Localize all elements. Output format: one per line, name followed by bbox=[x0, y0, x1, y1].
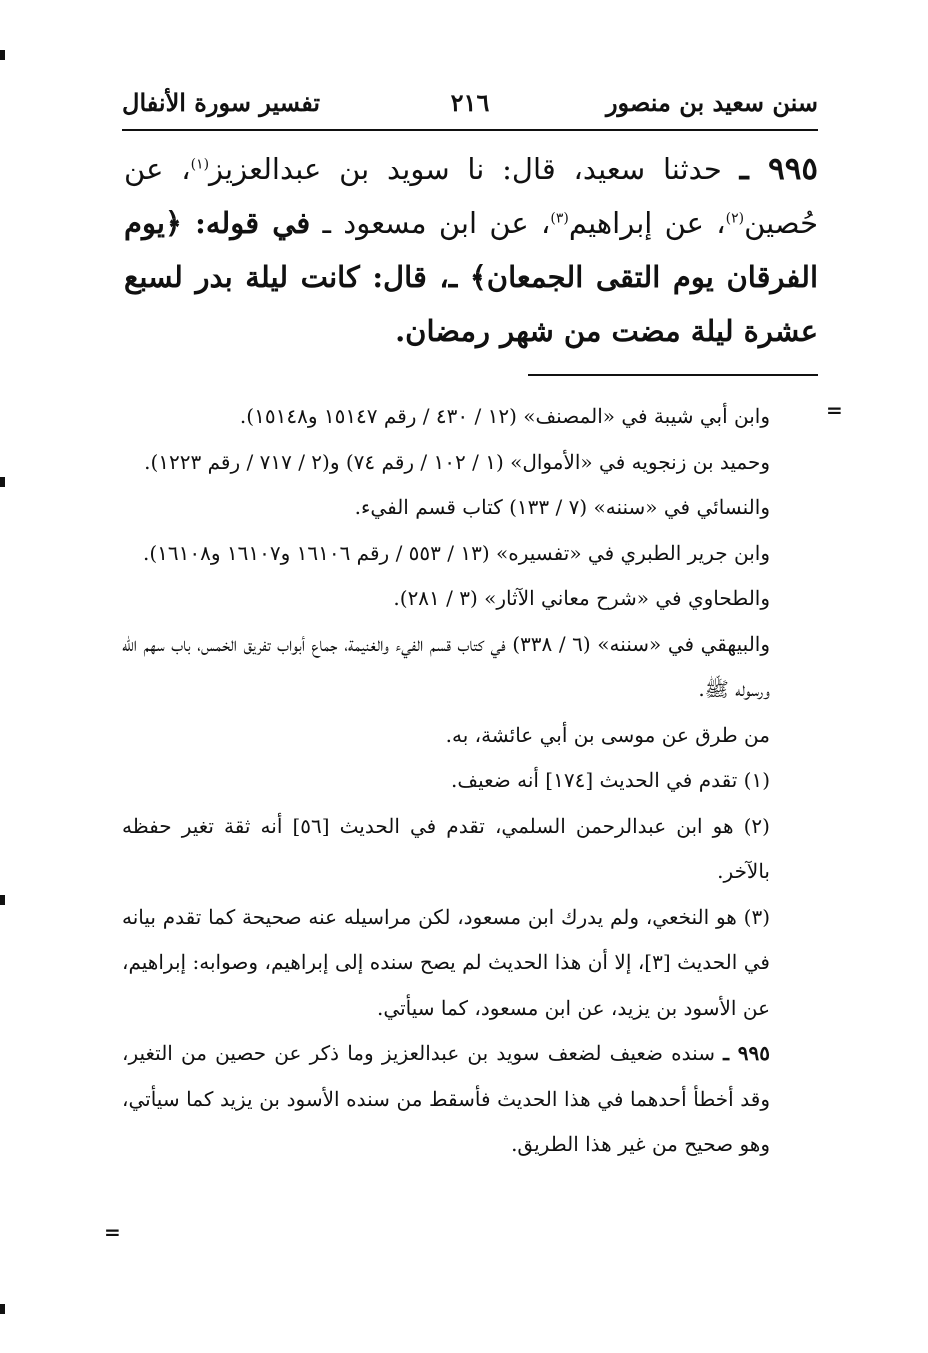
hadith-text-part: ، عن ابن مسعود ـ bbox=[310, 206, 551, 240]
footnote-ref: (٢) bbox=[725, 210, 745, 227]
footnote-line: (٣) هو النخعي، ولم يدرك ابن مسعود، لكن مراسيله عنه صحيحة كما تقدم بيانه في الحديث [٣]، إلا أن هذا الحديث لم يصح سنده إلى إبراهيم، وصوابه: إبراهيم، عن الأسود بن يزيد، عن ابن مسعود، كما سيأتي. bbox=[122, 904, 770, 1020]
scan-mark bbox=[0, 477, 5, 487]
grading-note bbox=[122, 1031, 818, 1168]
footnote-line: وابن جرير الطبري في «تفسيره» (١٣ / ٥٥٣ / رقم ١٦١٠٦ و١٦١٠٧ و١٦١٠٨). bbox=[142, 540, 770, 565]
hadith-text-bold: في قوله: ﴿يوم الفرقان يوم التقى الجمعان﴾ ـ، قال: كانت ليلة بدر لسبع عشرة ليلة مضت من شهر رمضان. bbox=[124, 206, 818, 348]
footnotes bbox=[122, 394, 818, 1168]
section-title: تفسير سورة الأنفال bbox=[122, 88, 321, 117]
hadith-text-part: ، عن إبراهيم bbox=[568, 206, 726, 240]
footnote-line: والنسائي في «سننه» (٧ / ١٣٣) كتاب قسم الفيء. bbox=[354, 495, 770, 519]
footnote-line: والطحاوي في «شرح معاني الآثار» (٣ / ٢٨١). bbox=[393, 586, 770, 610]
continuation-mark: = bbox=[104, 1220, 121, 1244]
footnote-ref: (٣) bbox=[550, 210, 569, 227]
continuation-mark: = bbox=[826, 398, 843, 422]
scan-mark bbox=[0, 895, 5, 905]
footnote-line: (٢) هو ابن عبدالرحمن السلمي، تقدم في الحديث [٥٦] أنه ثقة تغير حفظه بالآخر. bbox=[122, 813, 770, 883]
scan-mark bbox=[0, 50, 5, 60]
footnote-separator bbox=[528, 374, 818, 376]
grading-number: ٩٩٥ ـ bbox=[723, 1041, 770, 1065]
footnote-line: والبيهقي في «سننه» (٦ / ٣٣٨) في كتاب قسم الفيء والغنيمة، جماع أبواب تفريق الخمس، باب سهم الله ورسوله ﷺ. bbox=[122, 631, 770, 701]
footnote-line: (١) تقدم في الحديث [١٧٤] أنه ضعيف. bbox=[451, 768, 770, 792]
hadith-text-part: حدثنا سعيد، قال: نا سويد بن عبدالعزيز bbox=[209, 152, 740, 186]
hadith-number: ٩٩٥ ـ bbox=[739, 151, 819, 187]
footnote-line: وابن أبي شيبة في «المصنف» (١٢ / ٤٣٠ / رقم ١٥١٤٧ و١٥١٤٨). bbox=[239, 404, 770, 428]
hadith-text-part: ، عن حُصين bbox=[124, 152, 818, 240]
page-number: ٢١٦ bbox=[450, 88, 490, 117]
book-title: سنن سعيد بن منصور bbox=[605, 88, 818, 117]
footnote-line: وحميد بن زنجويه في «الأموال» (١ / ١٠٢ / رقم ٧٤) و(٢ / ٧١٧ / رقم ١٢٢٣). bbox=[144, 449, 770, 474]
footnote-line: من طرق عن موسى بن أبي عائشة، به. bbox=[445, 722, 770, 747]
header-rule bbox=[122, 129, 818, 131]
scan-mark bbox=[0, 1304, 5, 1314]
hadith-text bbox=[124, 142, 818, 358]
running-header bbox=[122, 88, 818, 122]
grading-text: سنده ضعيف لضعف سويد بن عبدالعزيز وما ذكر عن حصين من التغير، وقد أخطأ أحدهما في هذا الحديث فأسقط من سنده الأسود بن يزيد كما سيأتي، وهو صحيح من غير هذا الطريق. bbox=[122, 1041, 770, 1156]
footnote-ref: (١) bbox=[190, 156, 210, 173]
